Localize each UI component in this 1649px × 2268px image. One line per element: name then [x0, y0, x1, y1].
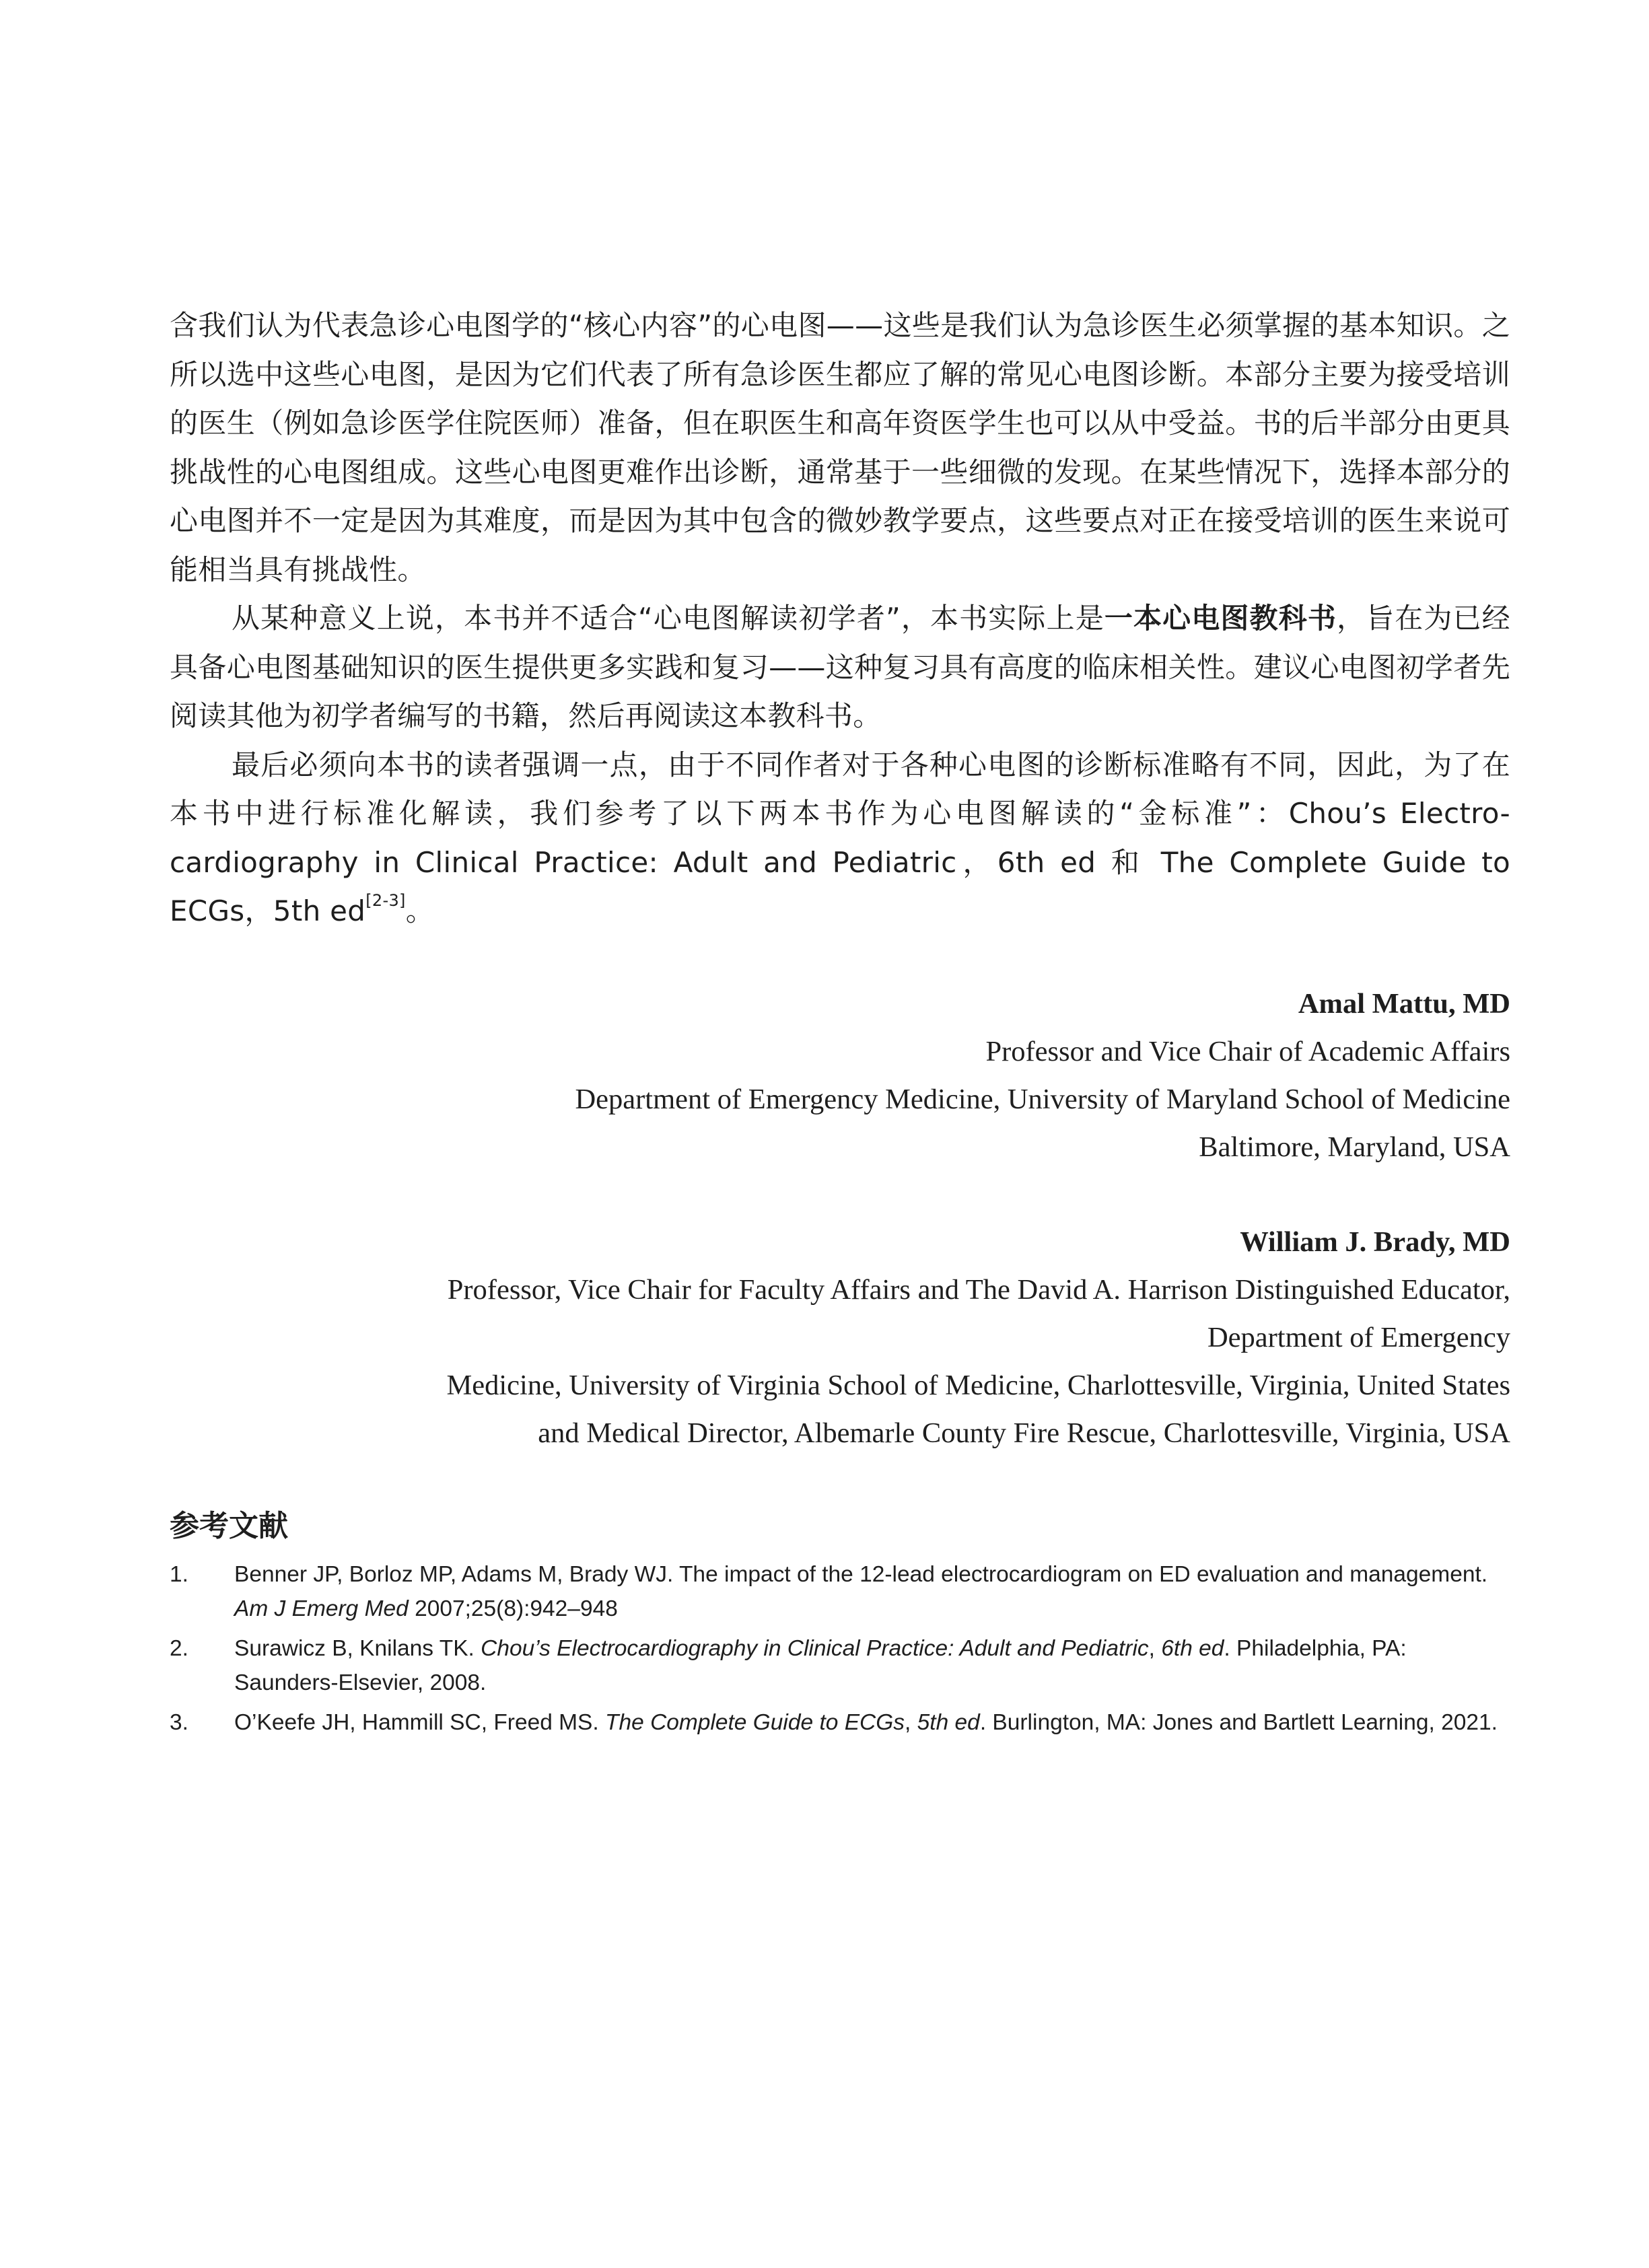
reference-edition: 6th ed: [1161, 1636, 1224, 1661]
reference-text: ,: [905, 1710, 917, 1735]
reference-text: Benner JP, Borloz MP, Adams M, Brady WJ. The impact of the 12-lead electrocardiogram on ED evaluation and management.: [234, 1562, 1488, 1587]
reference-book-title: The Complete Guide to ECGs: [605, 1710, 905, 1735]
reference-text: . Burlington, MA: Jones and Bartlett Learning, 2021.: [979, 1710, 1498, 1735]
paragraph-2-text-a: 从某种意义上说，本书并不适合“心电图解读初学者”，本书实际上是: [232, 602, 1104, 635]
author-affiliation-line: Department of Emergency: [1207, 1322, 1510, 1353]
reference-number: 2.: [170, 1636, 188, 1661]
reference-text: . Philadelphia, PA: Saunders-Elsevier, 2008.: [234, 1636, 1407, 1695]
reference-text: 2007;25(8):942–948: [408, 1596, 618, 1621]
reference-item: [170, 1705, 1510, 1740]
author-affiliation-line: and Medical Director, Albemarle County Fire Rescue, Charlottesville, Virginia, USA: [538, 1417, 1510, 1449]
paragraph-2-text-b: ，旨在为已经具备心电图基础知识的医生提供更多实践和复习——这种复习具有高度的临床相关性。建议心电图初学者先阅读其他为初学者编写的书籍，然后再阅读这本教科书。: [170, 602, 1510, 732]
paragraph-3: [170, 741, 1510, 936]
reference-number: 3.: [170, 1710, 188, 1735]
references-list: [170, 1557, 1510, 1745]
paragraph-3-end: 。: [405, 894, 435, 927]
references-heading: 参考文献: [170, 1509, 288, 1543]
reference-item: [170, 1557, 1510, 1626]
reference-number: 1.: [170, 1562, 188, 1587]
author-name: Amal Mattu, MD: [1298, 988, 1510, 1020]
reference-text: ,: [1148, 1636, 1162, 1661]
author-affiliation-line: Professor and Vice Chair of Academic Affairs: [985, 1036, 1510, 1067]
reference-item: [170, 1631, 1510, 1700]
reference-book-title: Chou’s Electrocardiography in Clinical Practice: Adult and Pediatric: [481, 1636, 1149, 1661]
preface-body: [170, 302, 1510, 936]
reference-text: Surawicz B, Knilans TK.: [234, 1636, 481, 1661]
paragraph-2: [170, 594, 1510, 741]
paragraph-2-bold: 一本心电图教科书: [1104, 602, 1337, 635]
citation-superscript: [2-3]: [365, 891, 406, 910]
author-affiliation-line: Baltimore, Maryland, USA: [1199, 1131, 1510, 1163]
author-affiliation-line: Professor, Vice Chair for Faculty Affairs and The David A. Harrison Distinguished Educator,: [447, 1274, 1510, 1306]
paragraph-3-text: 最后必须向本书的读者强调一点，由于不同作者对于各种心电图的诊断标准略有不同，因此，为了在本书中进行标准化解读，我们参考了以下两本书作为心电图解读的“金标准”：Chou’s Electro-cardiography in Clinical Practice: Adult and Pediatric，6th ed 和 The Complete Guide to ECGs，5th ed: [170, 748, 1510, 927]
author-name: William J. Brady, MD: [1240, 1226, 1510, 1258]
paragraph-1: 含我们认为代表急诊心电图学的“核心内容”的心电图——这些是我们认为急诊医生必须掌握的基本知识。之所以选中这些心电图，是因为它们代表了所有急诊医生都应了解的常见心电图诊断。本部分主要为接受培训的医生（例如急诊医学住院医师）准备，但在职医生和高年资医学生也可以从中受益。书的后半部分由更具挑战性的心电图组成。这些心电图更难作出诊断，通常基于一些细微的发现。在某些情况下，选择本部分的心电图并不一定是因为其难度，而是因为其中包含的微妙教学要点，这些要点对正在接受培训的医生来说可能相当具有挑战性。: [170, 309, 1510, 586]
signature-block-1: [164, 980, 1510, 1171]
reference-edition: 5th ed: [917, 1710, 980, 1735]
reference-text: O’Keefe JH, Hammill SC, Freed MS.: [234, 1710, 606, 1735]
author-affiliation-line: Medicine, University of Virginia School of Medicine, Charlottesville, Virginia, United States: [446, 1370, 1510, 1401]
reference-journal: Am J Emerg Med: [234, 1596, 409, 1621]
author-affiliation-line: Department of Emergency Medicine, University of Maryland School of Medicine: [575, 1084, 1510, 1115]
signature-block-2: [164, 1218, 1510, 1457]
